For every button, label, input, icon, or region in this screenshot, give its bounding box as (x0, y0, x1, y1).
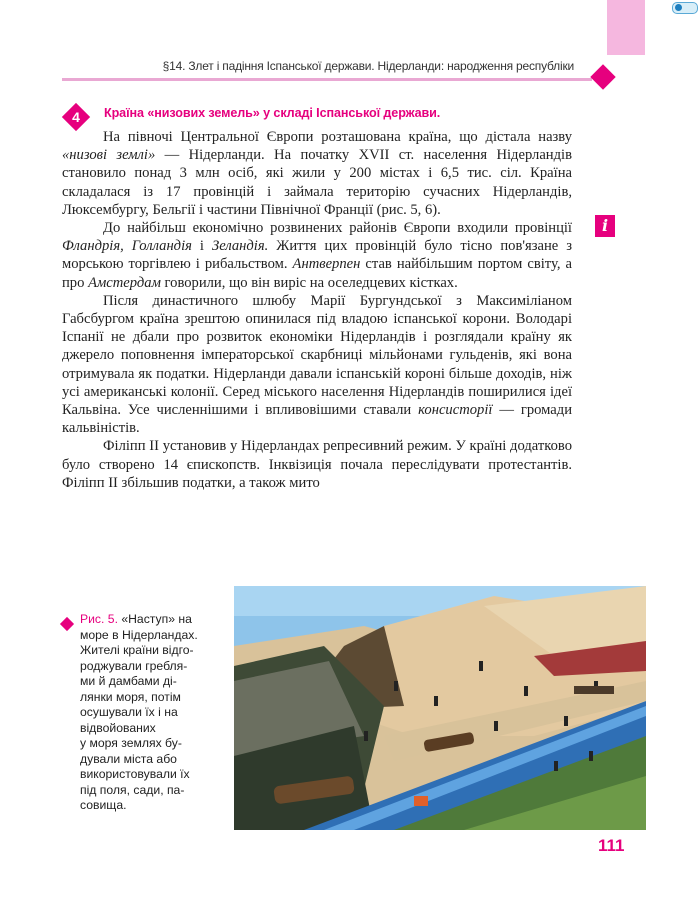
section-number-badge (62, 103, 90, 131)
body-text (62, 128, 572, 492)
emphasis-text: Фландрія, Голландія (62, 238, 192, 255)
caption-line: використовували їх (80, 767, 190, 781)
caption-diamond-icon (60, 617, 74, 631)
header-divider (62, 78, 592, 81)
paragraph (62, 437, 572, 492)
paragraph-text: і (191, 238, 212, 255)
paragraph-text: — громади кальвіністів. (62, 402, 573, 437)
emphasis-text: Антверпен (292, 256, 361, 273)
paragraph-text: Життя цих провінцій було тісно пов'язане з морською торгівлею і рибальством. (62, 238, 572, 273)
paragraph (62, 292, 572, 438)
emphasis-text: консисторії (418, 402, 493, 419)
caption-line: відвойованих (80, 720, 156, 735)
page-number: 111 (598, 836, 625, 855)
paragraph (62, 219, 572, 292)
caption-line: у моря землях бу- (80, 736, 182, 750)
header-diamond-icon (590, 64, 615, 89)
caption-line-1: Рис. 5. «Наступ» на (80, 612, 192, 626)
caption-line: роджували гребля- (80, 658, 188, 673)
caption-line: дували міста або (80, 751, 177, 766)
caption-line: совища. (80, 798, 127, 812)
figure-label: Рис. 5. (80, 612, 118, 626)
emphasis-text: Амстердам (88, 274, 161, 291)
top-margin-tab (607, 0, 645, 55)
caption-line: море в Нідерландах. (80, 627, 198, 642)
section-title: Країна «низових земель» у складі Іспанської держави. (104, 106, 441, 120)
caption-line: ми й дамбами ді- (80, 674, 177, 688)
emphasis-text: Зеландія. (212, 238, 269, 255)
caption-line: лянки моря, потім (80, 689, 181, 704)
paragraph-text: До найбільш економічно розвинених районів Європи входили провінції (103, 220, 572, 237)
paragraph-text: говорили, що він виріс на оселедцевих кістках. (160, 274, 458, 291)
publisher-logo-icon (672, 2, 698, 14)
paragraph-text: — Нідерланди. На початку XVII ст. населення Нідерландів становило понад 3 млн осіб, які жили у 200 містах і 6,5 тис. сіл. Країна складалася із 17 провінцій і займала територію сучасних Нідерландів, Люксембургу, Бельгії і частини Північної Франції (рис. 5, 6). (62, 147, 572, 218)
running-header: §14. Злет і падіння Іспанської держави. Нідерланди: народження республіки (162, 59, 574, 73)
paragraph-text: На півночі Центральної Європи розташована країна, що дістала назву (103, 129, 572, 145)
figure-caption (80, 612, 215, 814)
figure-illustration (234, 586, 646, 830)
caption-line: Жителі країни відго- (80, 643, 194, 657)
paragraph-text: Після династичного шлюбу Марії Бургундської з Максиміліаном Габсбургом країна зрештою опинилася під владою іспанської корони. Володарі Іспанії не дбали про розвиток економіки Нідерландів і розглядали країну як джерело поповнення імператорської скарбниці мільйонами гульденів, які вона отримувала як податки. Нідерланди давали іспанській короні більше доходів, ніж усі американські колонії. Серед міського населення Нідерландів поширилися ідеї Кальвіна. Усе численнішими і впливовішими ставали (62, 292, 572, 419)
paragraph-text: Філіпп II установив у Нідерландах репресивний режим. У країні додатково було створено 14 єпископств. Інквізиція почала переслідувати протестантів. Філіпп II збільшив податки, а також мито (62, 438, 572, 491)
emphasis-text: «низові землі» (62, 147, 156, 164)
land-reclamation-painting (234, 586, 646, 830)
paragraph-text: став найбільшим портом світу, а про (62, 256, 572, 291)
caption-line: осушували їх і на (80, 705, 178, 719)
section-number: 4 (72, 109, 80, 125)
paragraph (62, 128, 572, 219)
info-icon: i (595, 215, 615, 237)
caption-line: під поля, сади, па- (80, 782, 185, 797)
